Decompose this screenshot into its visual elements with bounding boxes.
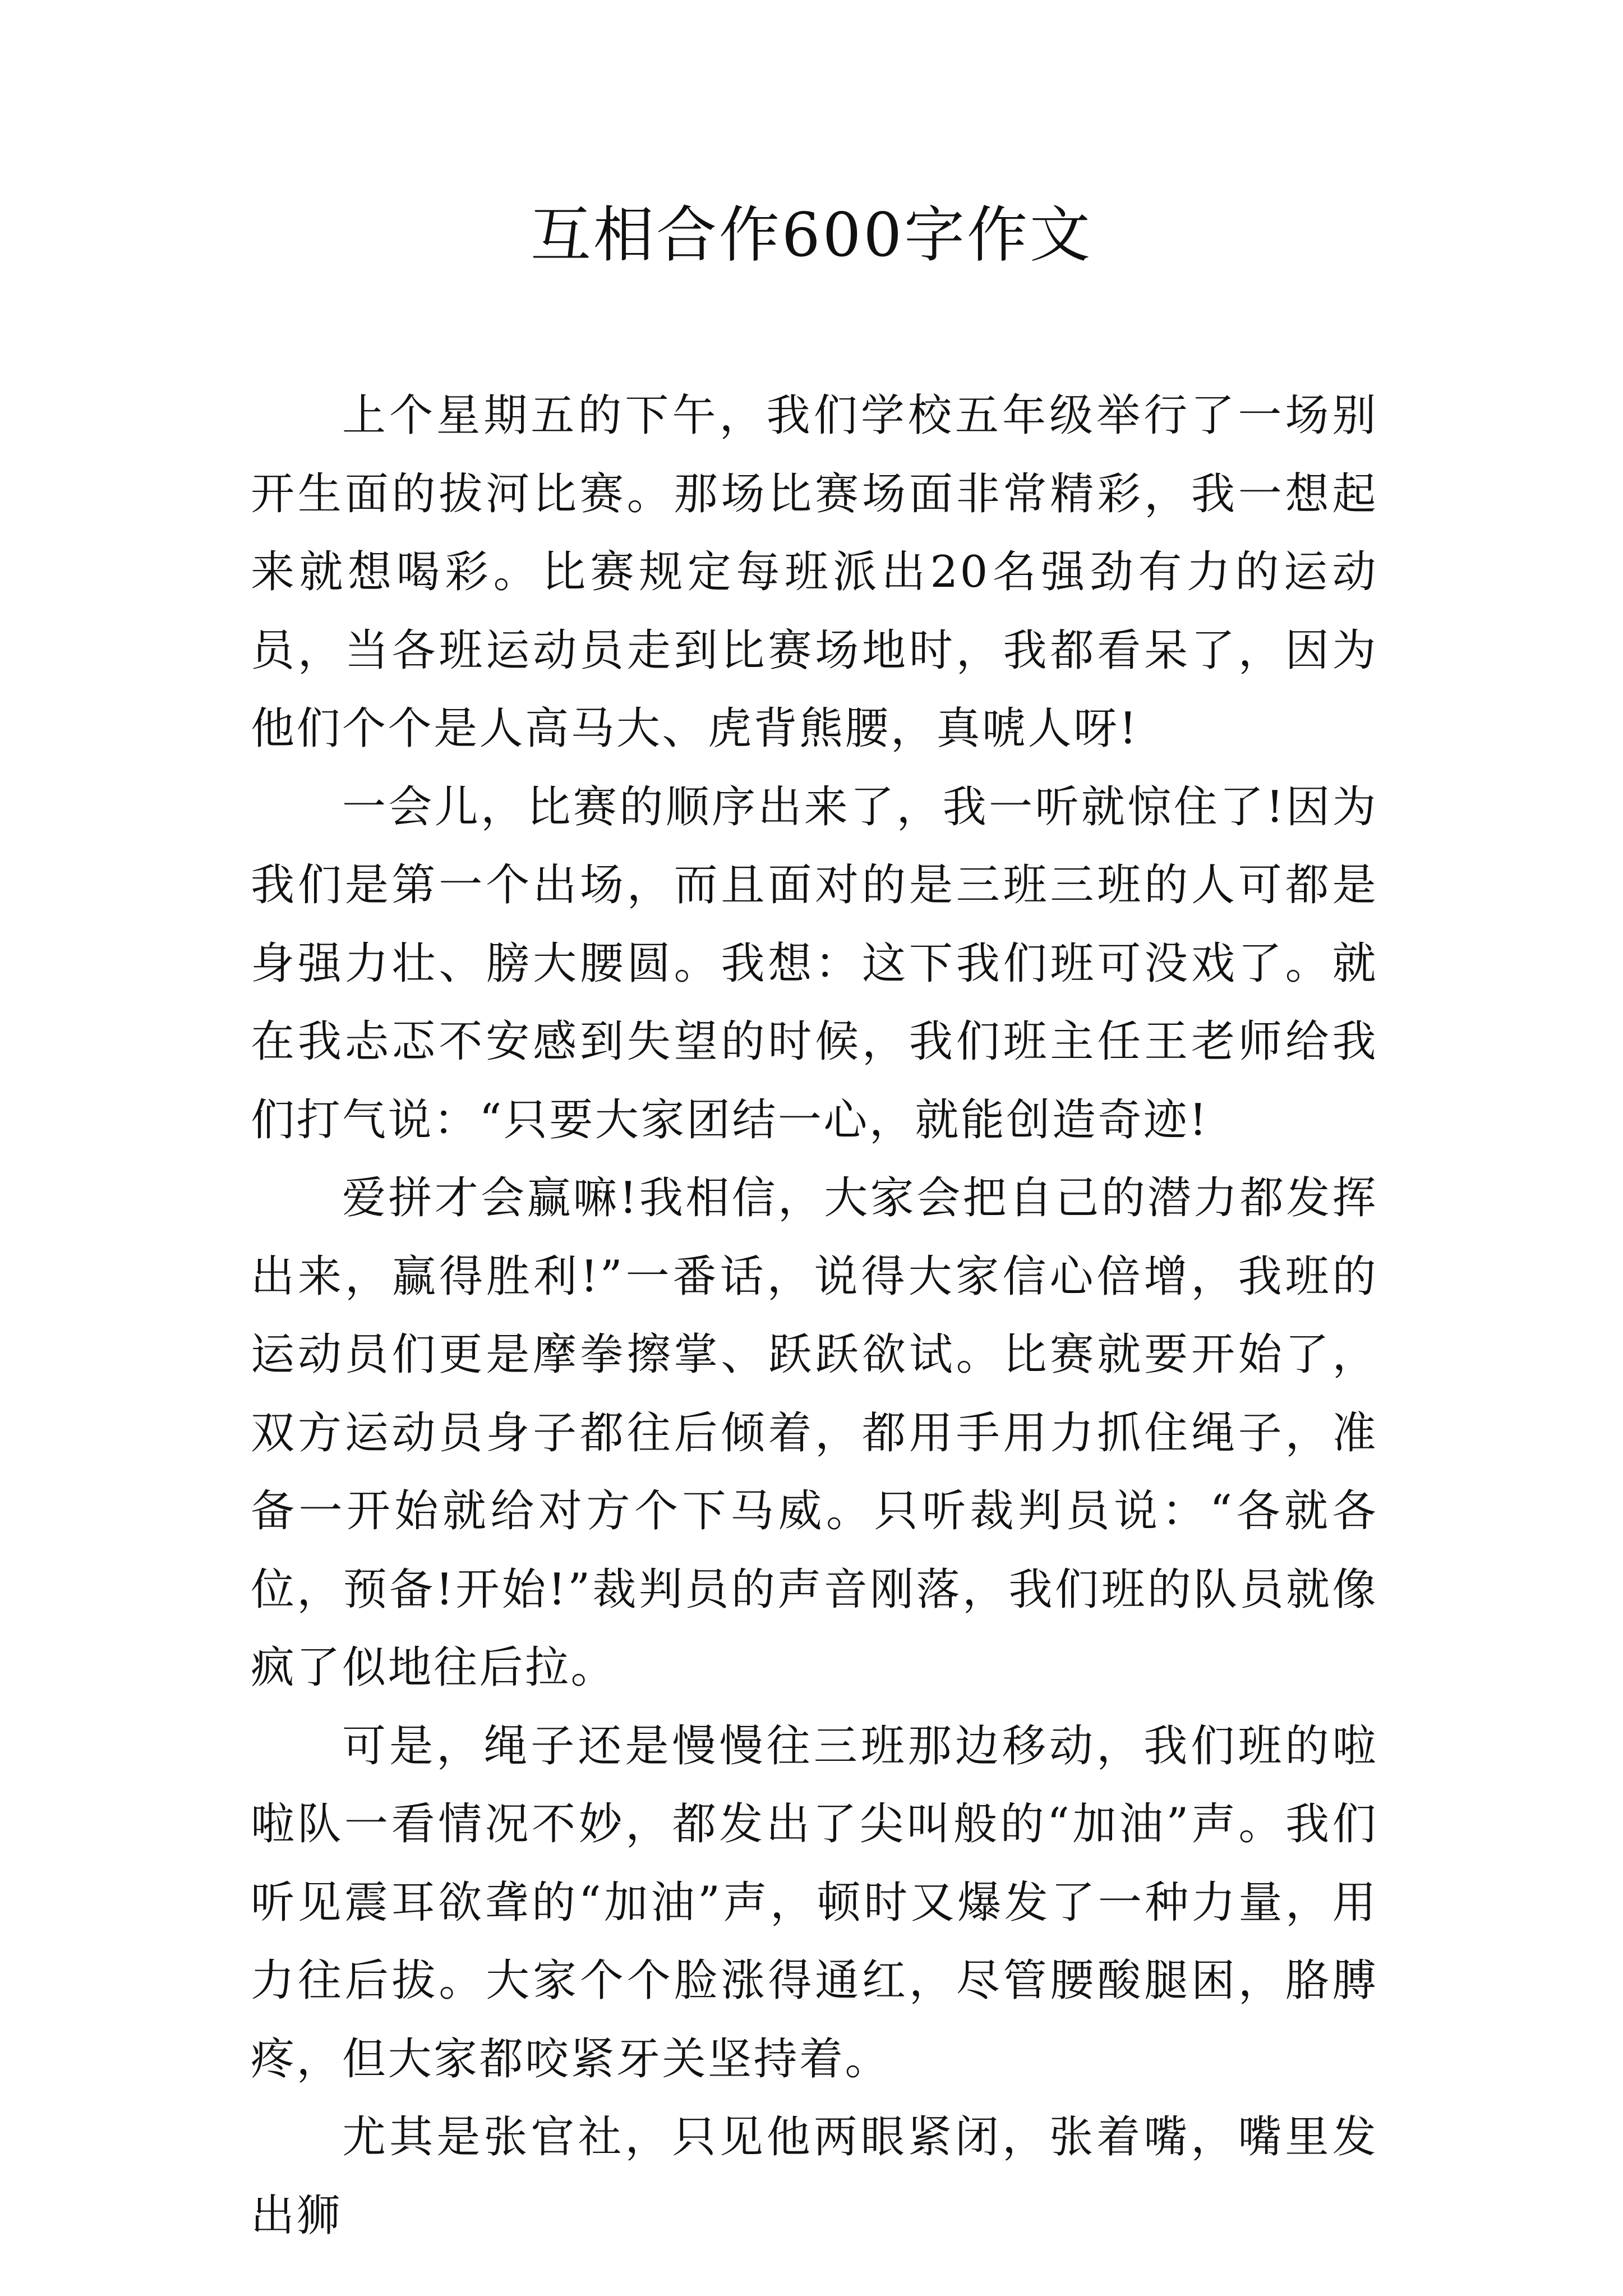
paragraph: 尤其是张官社，只见他两眼紧闭，张着嘴，嘴里发出狮 [251, 2112, 1378, 2241]
document-title: 互相合作600字作文 [530, 200, 1093, 270]
paragraph: 上个星期五的下午，我们学校五年级举行了一场别开生面的拔河比赛。那场比赛场面非常精彩，我一想起来就想喝彩。比赛规定每班派出20名强劲有力的运动员，当各班运动员走到比赛场地时，我都看呆了，因为他们个个是人高马大、虎背熊腰，真唬人呀! [251, 390, 1378, 754]
paragraph: 可是，绳子还是慢慢往三班那边移动，我们班的啦啦队一看情况不妙，都发出了尖叫般的“加油”声。我们听见震耳欲聋的“加油”声，顿时又爆发了一种力量，用力往后拔。大家个个脸涨得通红，尽管腰酸腿困，胳膊疼，但大家都咬紧牙关坚持着。 [251, 1720, 1378, 2085]
document-body [251, 377, 1378, 2255]
paragraph: 一会儿，比赛的顺序出来了，我一听就惊住了!因为我们是第一个出场，而且面对的是三班三班的人可都是身强力壮、膀大腰圆。我想：这下我们班可没戏了。就在我忐忑不安感到失望的时候，我们班主任王老师给我们打气说：“只要大家团结一心，就能创造奇迹! [251, 781, 1378, 1145]
paragraph: 爱拼才会赢嘛!我相信，大家会把自己的潜力都发挥出来，赢得胜利!”一番话，说得大家信心倍增，我班的运动员们更是摩拳擦掌、跃跃欲试。比赛就要开始了，双方运动员身子都往后倾着，都用手用力抓住绳子，准备一开始就给对方个下马威。只听裁判员说：“各就各位，预备!开始!”裁判员的声音刚落，我们班的队员就像疯了似地往后拉。 [251, 1173, 1378, 1693]
